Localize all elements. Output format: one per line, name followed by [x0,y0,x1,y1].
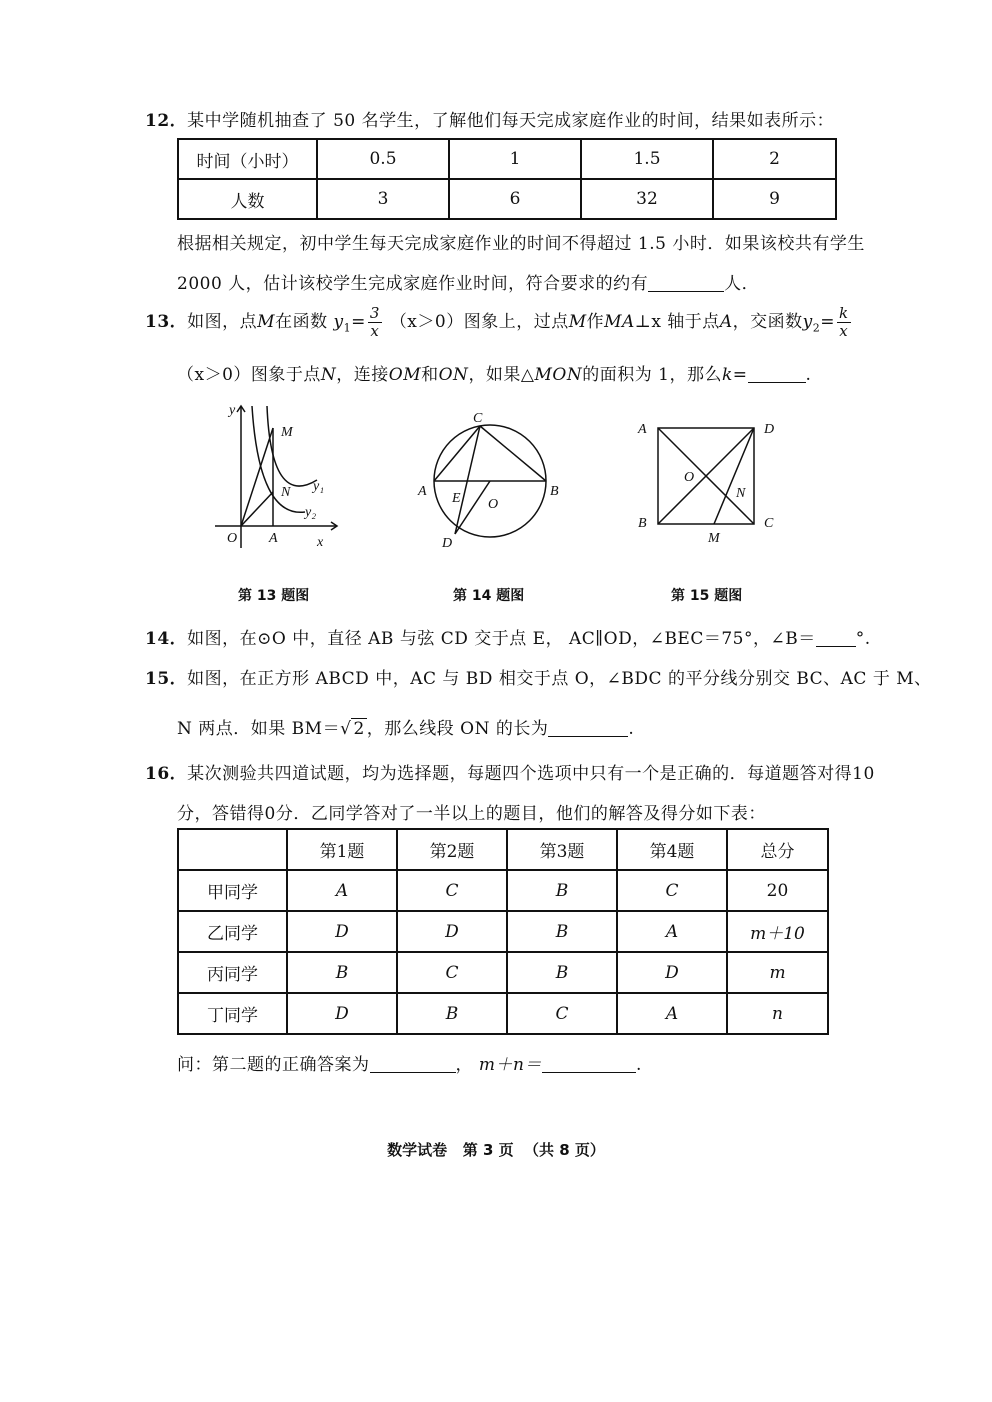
table-cell: B [507,911,617,952]
q13-text: （x＞0） [389,312,464,332]
q16-ask-end: . [635,1055,642,1075]
math-var: A [719,312,733,332]
table-row [178,911,828,952]
math-sub: 2 [812,321,821,335]
math-sub: 1 [343,321,352,335]
table-cell: D [287,911,397,952]
segment-om [241,428,273,526]
table-cell: D [287,993,397,1034]
table-row [178,870,828,911]
answer-blank-15[interactable] [548,718,628,737]
label-m: M [281,425,293,440]
q12-stem-text: 某中学随机抽查了 50 名学生，了解他们每天完成家庭作业的时间，结果如表所示： [187,111,835,131]
table-cell: 3 [317,179,449,219]
table-cell: D [397,911,507,952]
table-cell: 9 [713,179,836,219]
answer-blank-16b[interactable] [542,1054,636,1073]
table-cell: A [287,870,397,911]
q13-text: 作 [586,312,605,332]
q16-ask-text: 问：第二题的正确答案为 [177,1055,370,1075]
figure-13-graph [205,398,345,553]
q13-text: 的面积为 1，那么 [582,365,722,385]
q13-text: ，如果△ [468,365,535,385]
table-row [178,179,836,219]
label-a: A [638,422,647,437]
bisector-dm [714,428,754,524]
math-var: y [333,312,344,332]
q13-text: ，交函数 [732,312,803,332]
q15-text: ，那么线段 ON 的长为 [366,719,549,739]
table-row [178,952,828,993]
table-cell: 第3题 [507,829,617,870]
table-cell: 乙同学 [178,911,287,952]
frac-den: x [839,322,849,340]
table-cell: m [727,952,828,993]
table-cell: 0.5 [317,139,449,179]
table-cell: 1 [449,139,581,179]
q12-number: 12． [145,111,188,131]
answer-blank-12[interactable] [648,273,724,292]
q16-question [177,1050,642,1075]
math-var: MON [534,365,583,385]
figure-14-circle [410,410,570,550]
q12-table [177,138,837,220]
label-a: A [418,484,427,499]
q16-table [177,828,829,1035]
q13-text: . [805,365,812,385]
q16-ask-expr: m＋n＝ [478,1055,542,1075]
math-var: N [320,365,337,385]
q15-end: . [628,719,635,739]
table-cell: C [507,993,617,1034]
label-o: O [684,470,695,485]
figure-15-caption: 第 15 题图 [671,588,743,604]
math-var: M [568,312,587,332]
figure-14-caption: 第 14 题图 [453,588,525,604]
curve-y1 [267,406,317,486]
math-op: = [351,312,366,332]
table-cell: 第2题 [397,829,507,870]
figure-15-square [630,415,780,545]
table-cell: m＋10 [727,911,828,952]
q15-line2: N 两点．如果 BM＝√ 2 ，那么线段 ON 的长为 . [177,719,635,739]
table-cell: B [397,993,507,1034]
segment-bc [480,426,546,481]
label-d: D [442,536,453,550]
label-a: A [269,531,278,546]
label-o: O [227,531,238,546]
page-footer: 数学试卷 第 3 页 （共 8 页） [387,1141,605,1159]
table-cell: B [507,952,617,993]
q15-number: 15． [145,669,188,689]
frac-num: k [838,304,849,322]
label-c: C [764,516,774,531]
table-cell: 甲同学 [178,870,287,911]
table-cell: C [397,952,507,993]
q16-line1 [145,759,875,784]
fraction-3-over-x [368,306,382,339]
math-op: = [732,365,748,385]
table-cell: 6 [449,179,581,219]
table-cell: A [617,911,727,952]
q15-line1 [145,664,932,689]
table-cell: 2 [713,139,836,179]
table-cell: 人数 [178,179,317,219]
q13-text: ，连接 [336,365,389,385]
label-n: N [736,486,746,501]
q12-line2: 根据相关规定，初中学生每天完成家庭作业的时间不得超过 1.5 小时．如果该校共有学生 [177,234,865,254]
table-cell: 第4题 [617,829,727,870]
label-b: B [638,516,647,531]
frac-num: 3 [369,304,380,322]
q13-line2 [177,360,811,385]
table-row [178,993,828,1034]
q14-text: 如图，在⊙O 中，直径 AB 与弦 CD 交于点 E， AC∥OD，∠BEC＝75°，∠B＝ [187,629,816,649]
math-op: = [820,312,835,332]
table-cell: B [287,952,397,993]
q14-line [145,624,871,649]
q12-line3-end: 人． [724,274,760,294]
q16-line2: 分，答错得0分．乙同学答对了一半以上的题目，他们的解答及得分如下表： [177,804,766,824]
label-b: B [550,484,559,499]
q15-text: 如图，在正方形 ABCD 中，AC 与 BD 相交于点 O，∠BDC 的平分线分别交 BC、AC 于 M、 [187,669,932,689]
label-m: M [708,531,720,545]
label-y: y [229,403,236,418]
table-cell: 1.5 [581,139,713,179]
q16-text: 某次测验共四道试题，均为选择题，每题四个选项中只有一个是正确的．每道题答对得10 [187,764,875,784]
q12-line3 [177,269,759,294]
q13-number: 13． [145,312,188,332]
table-cell: 时间（小时） [178,139,317,179]
chord-cd [455,426,480,534]
q13-line1 [145,302,853,348]
q13-text: （x＞0）图象于点 [177,365,321,385]
q15-text: N 两点．如果 BM＝ [177,719,341,739]
q14-end: °. [855,629,871,649]
table-row [178,139,836,179]
sqrt-radicand: 2 [353,719,365,739]
q12-line3-text: 2000 人，估计该校学生完成家庭作业时间，符合要求的约有 [177,274,649,294]
q14-number: 14． [145,629,188,649]
label-n: N [281,485,291,500]
answer-blank-16a[interactable] [370,1054,456,1073]
label-d: D [764,422,775,437]
table-cell: 丙同学 [178,952,287,993]
label-y1: y₁ [313,479,325,494]
label-e: E [452,491,461,506]
fraction-k-over-x [837,306,851,339]
label-x: x [317,535,324,550]
q13-text: 在函数 [275,312,328,332]
table-cell: A [617,993,727,1034]
math-var: M [257,312,276,332]
math-var: k [721,365,733,385]
table-cell: C [397,870,507,911]
label-y2: y₂ [305,505,317,520]
answer-blank-14[interactable] [816,628,856,647]
frac-den: x [370,322,380,340]
q13-text: 如图，点 [187,312,258,332]
q13-text: ⊥x 轴于点 [634,312,720,332]
q13-text: 和 [421,365,439,385]
curve-y2 [252,406,305,512]
label-c: C [473,411,483,426]
table-cell [178,829,287,870]
table-cell: 第1题 [287,829,397,870]
q12-stem [145,106,834,131]
table-cell: n [727,993,828,1034]
q16-number: 16． [145,764,188,784]
table-cell: 丁同学 [178,993,287,1034]
table-row [178,829,828,870]
table-cell: 20 [727,870,828,911]
table-cell: 总分 [727,829,828,870]
figure-13-caption: 第 13 题图 [238,588,310,604]
segment-od [455,481,490,534]
table-cell: 32 [581,179,713,219]
q13-text: 图象上，过点 [463,312,569,332]
table-cell: B [507,870,617,911]
table-cell: D [617,952,727,993]
label-o: O [488,497,499,512]
math-var: MA [604,312,635,332]
q16-ask-sep: ， [455,1055,473,1075]
math-var: y [802,312,813,332]
math-var: ON [438,365,469,385]
table-cell: C [617,870,727,911]
math-var: OM [388,365,422,385]
answer-blank-13[interactable] [748,364,806,383]
